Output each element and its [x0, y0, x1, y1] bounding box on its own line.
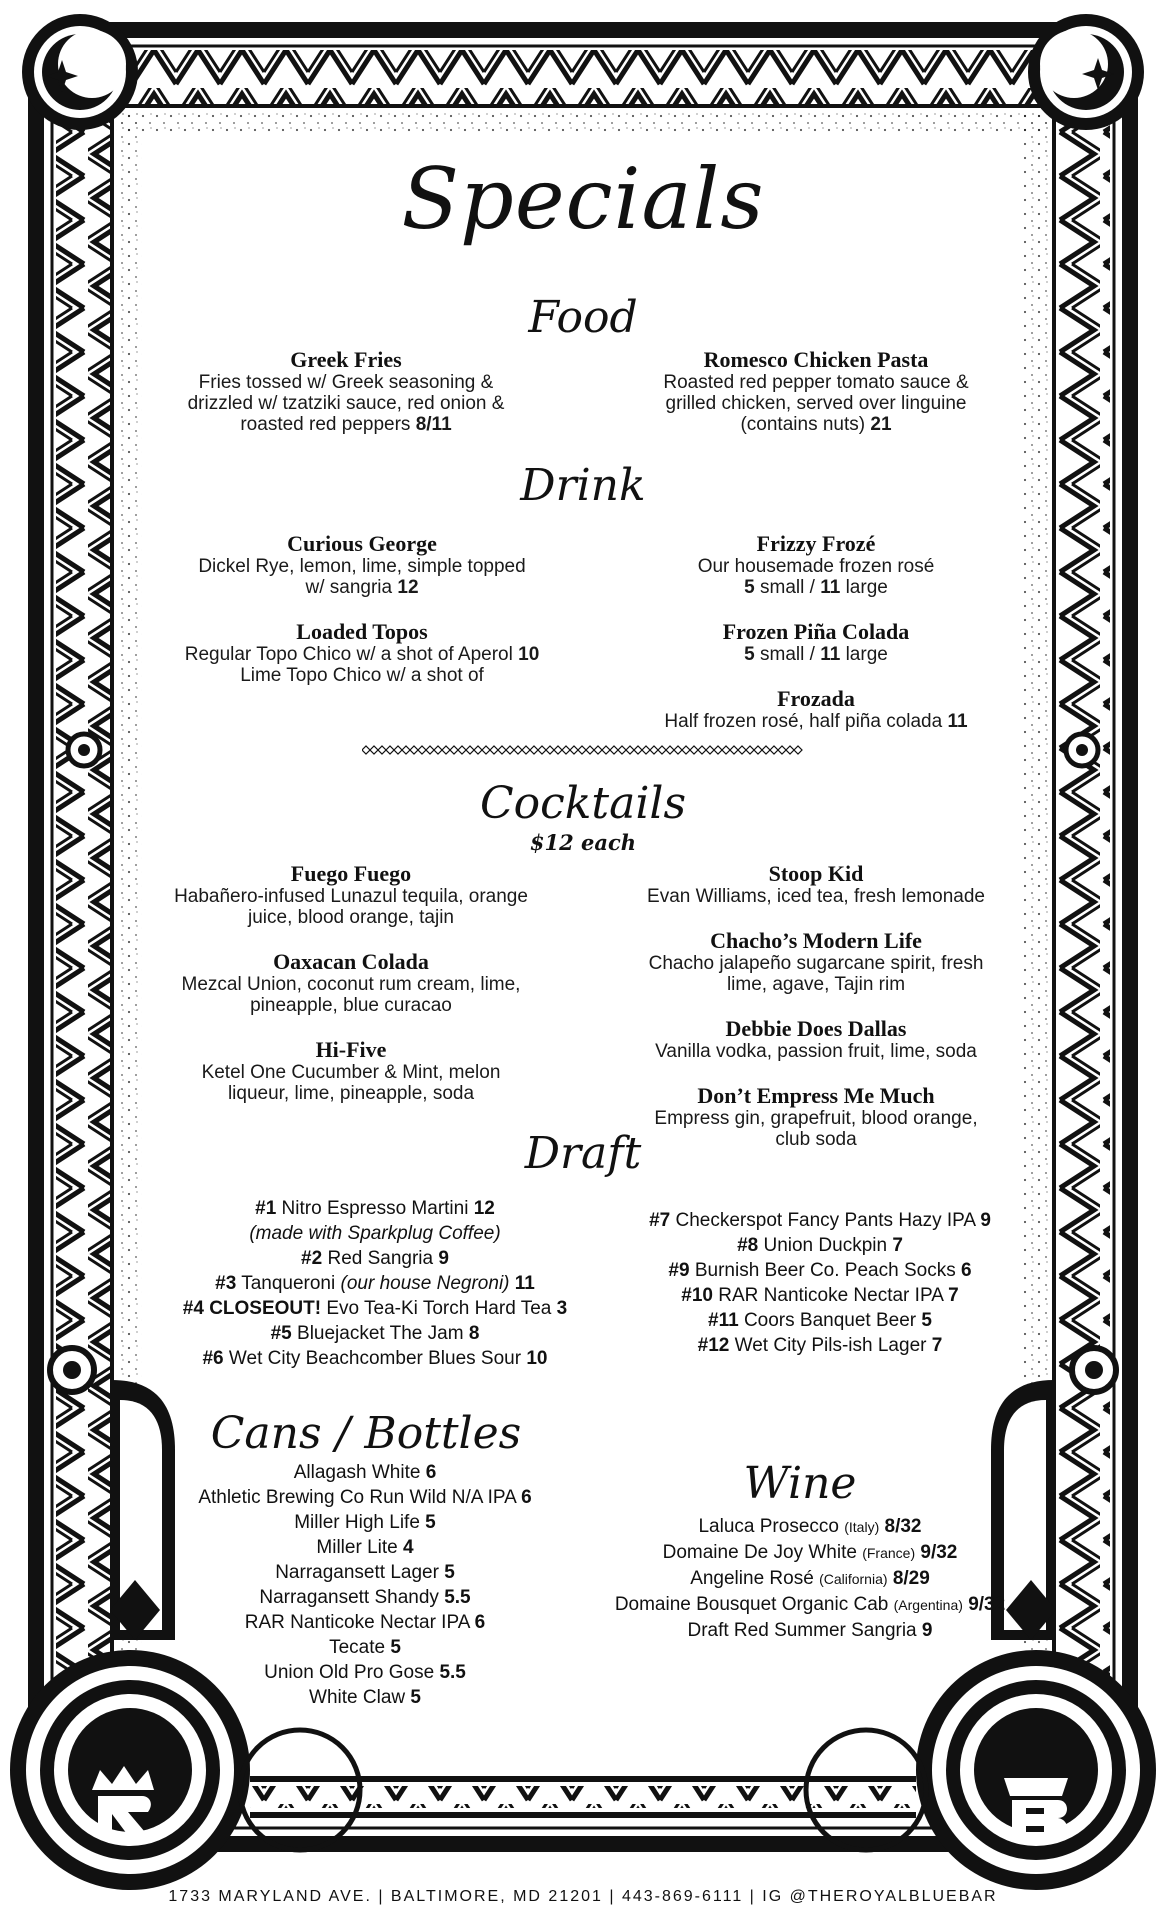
divider-diamond [450, 746, 458, 754]
food-heading: Food [528, 292, 638, 343]
divider-diamond [770, 746, 778, 754]
divider-diamond [578, 746, 586, 754]
divider-diamond [362, 746, 370, 754]
divider-diamond [506, 746, 514, 754]
divider-diamond [530, 746, 538, 754]
cocktails-col-right [636, 862, 996, 1172]
list-item: #3 Tanqueroni (our house Negroni) 11 [215, 1273, 535, 1294]
divider-diamond [786, 746, 794, 754]
list-item: Union Old Pro Gose 5.5 [264, 1662, 466, 1683]
divider-diamond [482, 746, 490, 754]
cans-list [160, 1460, 570, 1710]
footer-contact: 1733 MARYLAND AVE. | BALTIMORE, MD 21201 | 443-869-6111 | IG @THEROYALBLUEBAR [168, 1888, 998, 1905]
divider-diamond [474, 746, 482, 754]
list-item: #7 Checkerspot Fancy Pants Hazy IPA 9 [649, 1210, 991, 1231]
divider-diamond [538, 746, 546, 754]
divider-diamond [658, 746, 666, 754]
divider-diamond [570, 746, 578, 754]
divider-diamond [778, 746, 786, 754]
divider-diamond [762, 746, 770, 754]
divider-diamond [674, 746, 682, 754]
divider-diamond [618, 746, 626, 754]
wine-list [590, 1514, 1030, 1643]
cocktails-price-note: $12 each [529, 830, 637, 855]
list-item: Allagash White 6 [293, 1462, 437, 1483]
divider-diamond [730, 746, 738, 754]
list-item: #2 Red Sangria 9 [301, 1248, 449, 1269]
page-title: Specials [401, 150, 765, 248]
cocktails-col-left [172, 862, 530, 1126]
list-item: Domaine Bousquet Organic Cab (Argentina) 9/32 [614, 1594, 1006, 1615]
divider-diamond [602, 746, 610, 754]
list-item: #9 Burnish Beer Co. Peach Socks 6 [668, 1260, 972, 1281]
list-item: #1 Nitro Espresso Martini 12 [255, 1198, 495, 1219]
divider-diamond [634, 746, 642, 754]
list-item: Angeline Rosé (California) 8/29 [690, 1568, 930, 1589]
list-item: Athletic Brewing Co Run Wild N/A IPA 6 [198, 1487, 532, 1508]
divider-diamond [410, 746, 418, 754]
list-item: Laluca Prosecco (Italy) 8/32 [698, 1516, 922, 1537]
divider-diamond [394, 746, 402, 754]
divider-diamond [610, 746, 618, 754]
menu-item: Stoop Kid Evan Williams, iced tea, fresh lemonade [647, 861, 985, 907]
divider-diamond [586, 746, 594, 754]
menu-item: Romesco Chicken Pasta Roasted red pepper tomato sauce & grilled chicken, served over linguine (contains nuts) 21 [663, 347, 969, 435]
divider-diamond [722, 746, 730, 754]
list-item: #11 Coors Banquet Beer 5 [708, 1310, 932, 1331]
list-item: #6 Wet City Beachcomber Blues Sour 10 [202, 1348, 548, 1369]
divider-diamond [562, 746, 570, 754]
divider-diamond [426, 746, 434, 754]
divider-diamond [490, 746, 498, 754]
menu-item: Frozada Half frozen rosé, half piña colada 11 [664, 686, 968, 732]
menu-item: Fuego Fuego Habañero-infused Lunazul tequila, orange juice, blood orange, tajin [174, 861, 528, 928]
list-item: Miller Lite 4 [316, 1537, 414, 1558]
cans-bottles-heading: Cans / Bottles [210, 1408, 522, 1459]
list-item: Domaine De Joy White (France) 9/32 [662, 1542, 958, 1563]
divider-diamond [794, 746, 802, 754]
list-item: #4 CLOSEOUT! Evo Tea-Ki Torch Hard Tea 3 [182, 1298, 568, 1319]
cocktails-heading: Cocktails [479, 778, 687, 829]
divider-diamond [666, 746, 674, 754]
divider-diamond [514, 746, 522, 754]
menu-item: Frozen Piña Colada 5 small / 11 large [722, 619, 910, 665]
divider-diamond [402, 746, 410, 754]
list-item: #10 RAR Nanticoke Nectar IPA 7 [681, 1285, 959, 1306]
menu-item: Loaded Topos Regular Topo Chico w/ a shot of Aperol 10 Lime Topo Chico w/ a shot of [184, 619, 540, 686]
list-item: Miller High Life 5 [294, 1512, 436, 1533]
list-item: Tecate 5 [329, 1637, 401, 1658]
menu-item: Chacho’s Modern Life Chacho jalapeño sugarcane spirit, fresh lime, agave, Tajin rim [648, 928, 984, 995]
divider-diamond [746, 746, 754, 754]
list-item: White Claw 5 [309, 1687, 421, 1708]
divider-diamond [434, 746, 442, 754]
divider-diamond [498, 746, 506, 754]
list-item: Narragansett Lager 5 [275, 1562, 455, 1583]
menu-item: Hi-Five Ketel One Cucumber & Mint, melon liqueur, lime, pineapple, soda [201, 1037, 501, 1104]
menu-item: Curious George Dickel Rye, lemon, lime, simple topped w/ sangria 12 [198, 531, 526, 598]
divider-diamond [642, 746, 650, 754]
divider-diamond [522, 746, 530, 754]
menu-item: Debbie Does Dallas Vanilla vodka, passion fruit, lime, soda [655, 1016, 977, 1062]
menu-item: Frizzy Frozé Our housemade frozen rosé 5 small / 11 large [697, 531, 935, 598]
divider-diamond [690, 746, 698, 754]
divider-diamond [738, 746, 746, 754]
divider-diamond [682, 746, 690, 754]
list-item: Narragansett Shandy 5.5 [259, 1587, 471, 1608]
drink-col-right [640, 532, 992, 754]
list-item: (made with Sparkplug Coffee) [249, 1223, 501, 1244]
list-item: #8 Union Duckpin 7 [737, 1235, 903, 1256]
menu-item: Greek Fries Fries tossed w/ Greek seasoning & drizzled w/ tzatziki sauce, red onion & roasted red peppers 8/11 [187, 347, 505, 435]
list-item: Draft Red Summer Sangria 9 [687, 1620, 933, 1641]
divider-diamond [378, 746, 386, 754]
divider-diamond [466, 746, 474, 754]
menu-item: Oaxacan Colada Mezcal Union, coconut rum cream, lime, pineapple, blue curacao [181, 949, 521, 1016]
divider-diamond [594, 746, 602, 754]
divider-diamond [370, 746, 378, 754]
divider-diamond [706, 746, 714, 754]
divider-diamond [418, 746, 426, 754]
food-col-left [172, 348, 520, 457]
drink-col-left [172, 532, 552, 708]
divider-diamond [554, 746, 562, 754]
menu-item: Don’t Empress Me Much Empress gin, grapefruit, blood orange, club soda [654, 1083, 978, 1150]
drink-heading: Drink [520, 460, 646, 511]
divider-diamond [442, 746, 450, 754]
divider-diamond [546, 746, 554, 754]
divider-diamond [754, 746, 762, 754]
draft-col-right [610, 1208, 1030, 1358]
divider-diamond [386, 746, 394, 754]
list-item: RAR Nanticoke Nectar IPA 6 [244, 1612, 486, 1633]
draft-heading: Draft [524, 1128, 642, 1179]
divider-diamond [626, 746, 634, 754]
list-item: #5 Bluejacket The Jam 8 [270, 1323, 480, 1344]
diamond-divider [362, 744, 804, 756]
food-col-right [650, 348, 982, 457]
divider-diamond [714, 746, 722, 754]
draft-col-left [150, 1196, 600, 1371]
divider-diamond [458, 746, 466, 754]
wine-heading: Wine [743, 1458, 857, 1509]
divider-diamond [650, 746, 658, 754]
list-item: #12 Wet City Pils-ish Lager 7 [697, 1335, 943, 1356]
divider-diamond [698, 746, 706, 754]
